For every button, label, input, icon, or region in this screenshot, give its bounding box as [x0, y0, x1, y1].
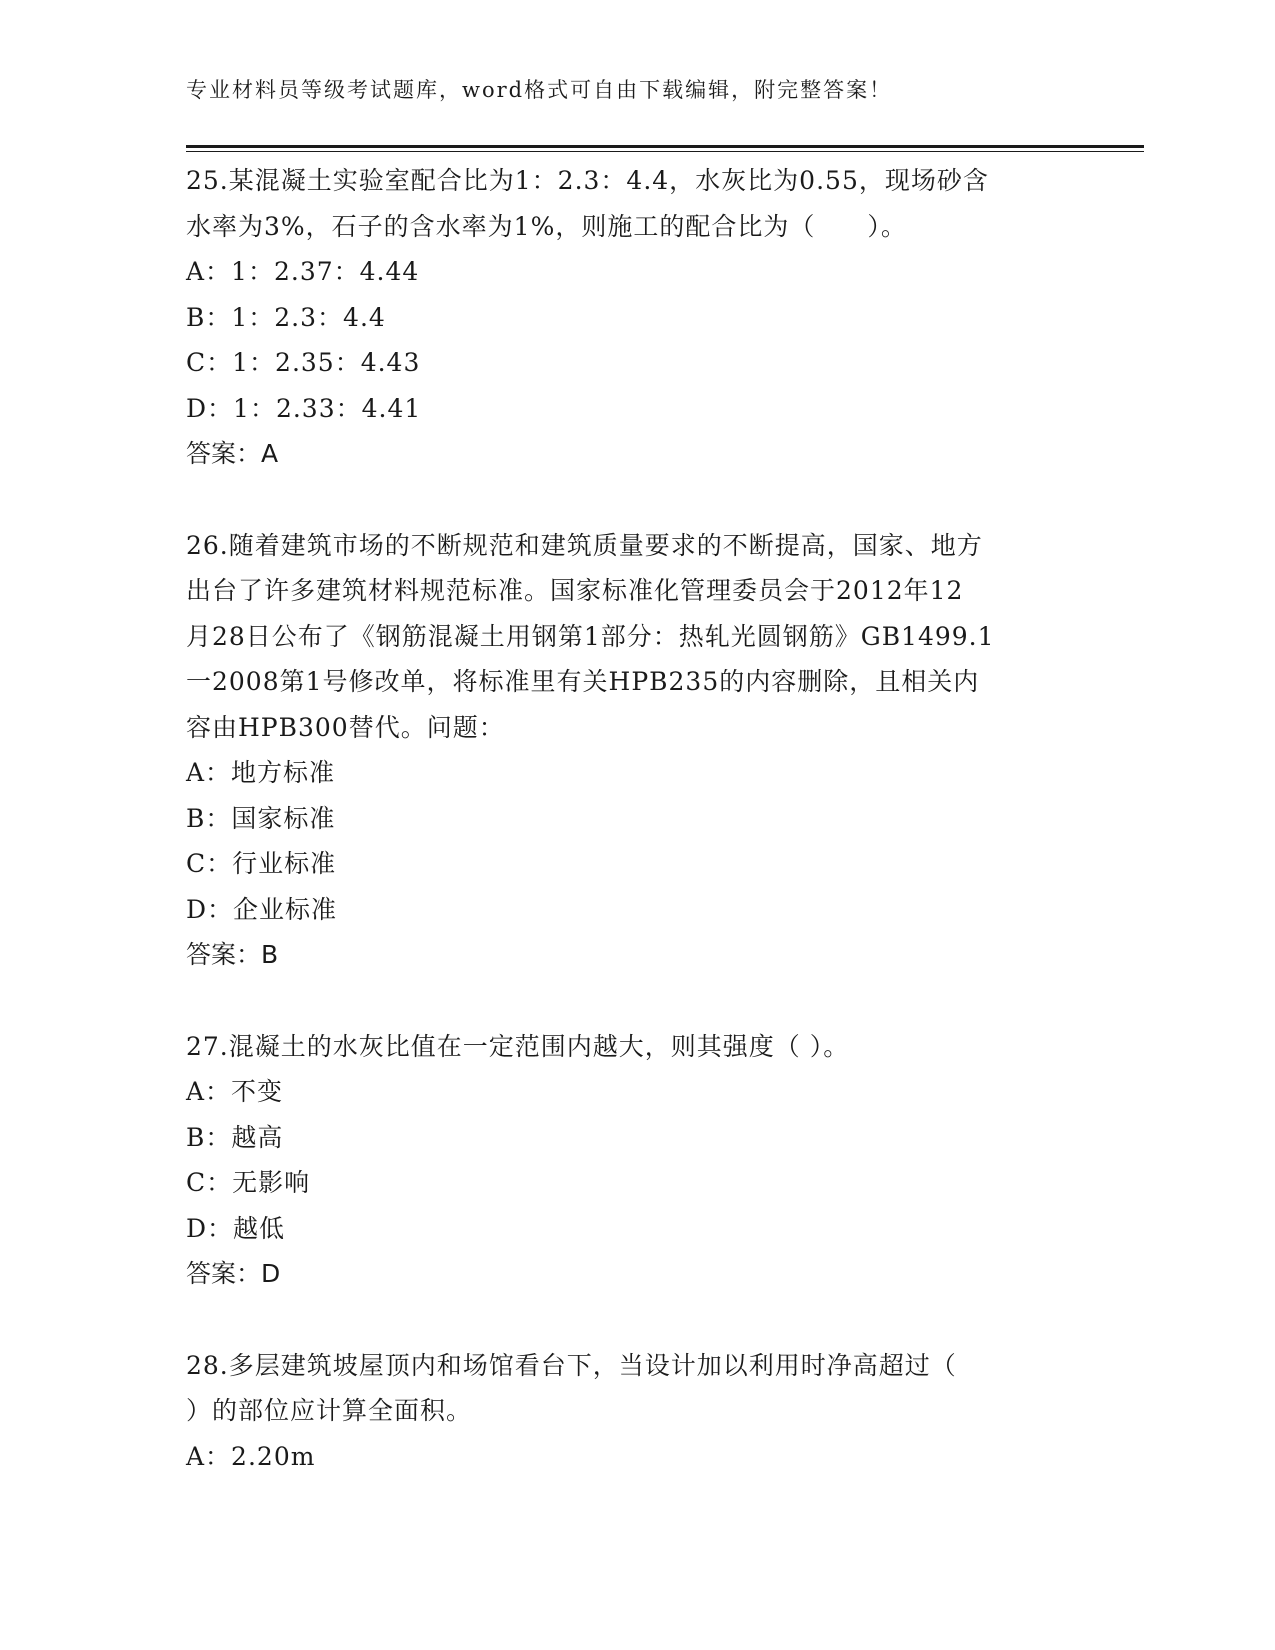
- header-rule-thin: [186, 151, 1144, 152]
- option-c: C：行业标准: [186, 849, 337, 878]
- option-b: B：1：2.3：4.4: [186, 302, 386, 332]
- answer-label: 答案：B: [186, 940, 279, 969]
- question-text: 26.随着建筑市场的不断规范和建筑质量要求的不断提高，国家、地方: [186, 530, 983, 560]
- question-text: 容由HPB300替代。问题：: [186, 712, 505, 742]
- question-text: 水率为3%，石子的含水率为1%，则施工的配合比为（ ）。: [186, 211, 907, 241]
- question-list: [186, 158, 1086, 1479]
- question-27: [186, 1024, 1086, 1297]
- question-26: [186, 523, 1086, 978]
- question-text: 27.混凝土的水灰比值在一定范围内越大，则其强度（ ）。: [186, 1031, 850, 1061]
- option-a: A：地方标准: [186, 758, 336, 787]
- option-a: A：1：2.37：4.44: [186, 257, 420, 286]
- option-d: D：企业标准: [186, 894, 338, 924]
- option-a: A：不变: [186, 1077, 284, 1106]
- question-text: 28.多层建筑坡屋顶内和场馆看台下，当设计加以利用时净高超过（: [186, 1350, 957, 1380]
- question-25: [186, 158, 1086, 477]
- option-d: D：越低: [186, 1213, 286, 1243]
- page-header: 专业材料员等级考试题库，word格式可自由下载编辑，附完整答案！: [186, 78, 893, 102]
- question-text: ）的部位应计算全面积。: [186, 1396, 473, 1425]
- question-text: 一2008第1号修改单，将标准里有关HPB235的内容删除，且相关内: [186, 667, 980, 696]
- option-c: C：1：2.35：4.43: [186, 348, 421, 377]
- header-rule-thick: [186, 145, 1144, 148]
- option-b: B：越高: [186, 1122, 284, 1152]
- answer-label: 答案：D: [186, 1259, 281, 1288]
- option-d: D：1：2.33：4.41: [186, 393, 422, 423]
- question-text: 出台了许多建筑材料规范标准。国家标准化管理委员会于2012年12: [186, 576, 964, 605]
- option-a: A：2.20m: [186, 1441, 316, 1471]
- option-c: C：无影响: [186, 1168, 311, 1197]
- question-text: 25.某混凝土实验室配合比为1：2.3：4.4，水灰比为0.55，现场砂含: [186, 166, 989, 195]
- option-b: B：国家标准: [186, 803, 336, 833]
- question-text: 月28日公布了《钢筋混凝土用钢第1部分：热轧光圆钢筋》GB1499.1: [186, 621, 995, 651]
- answer-label: 答案：A: [186, 439, 279, 468]
- question-28: [186, 1343, 1086, 1480]
